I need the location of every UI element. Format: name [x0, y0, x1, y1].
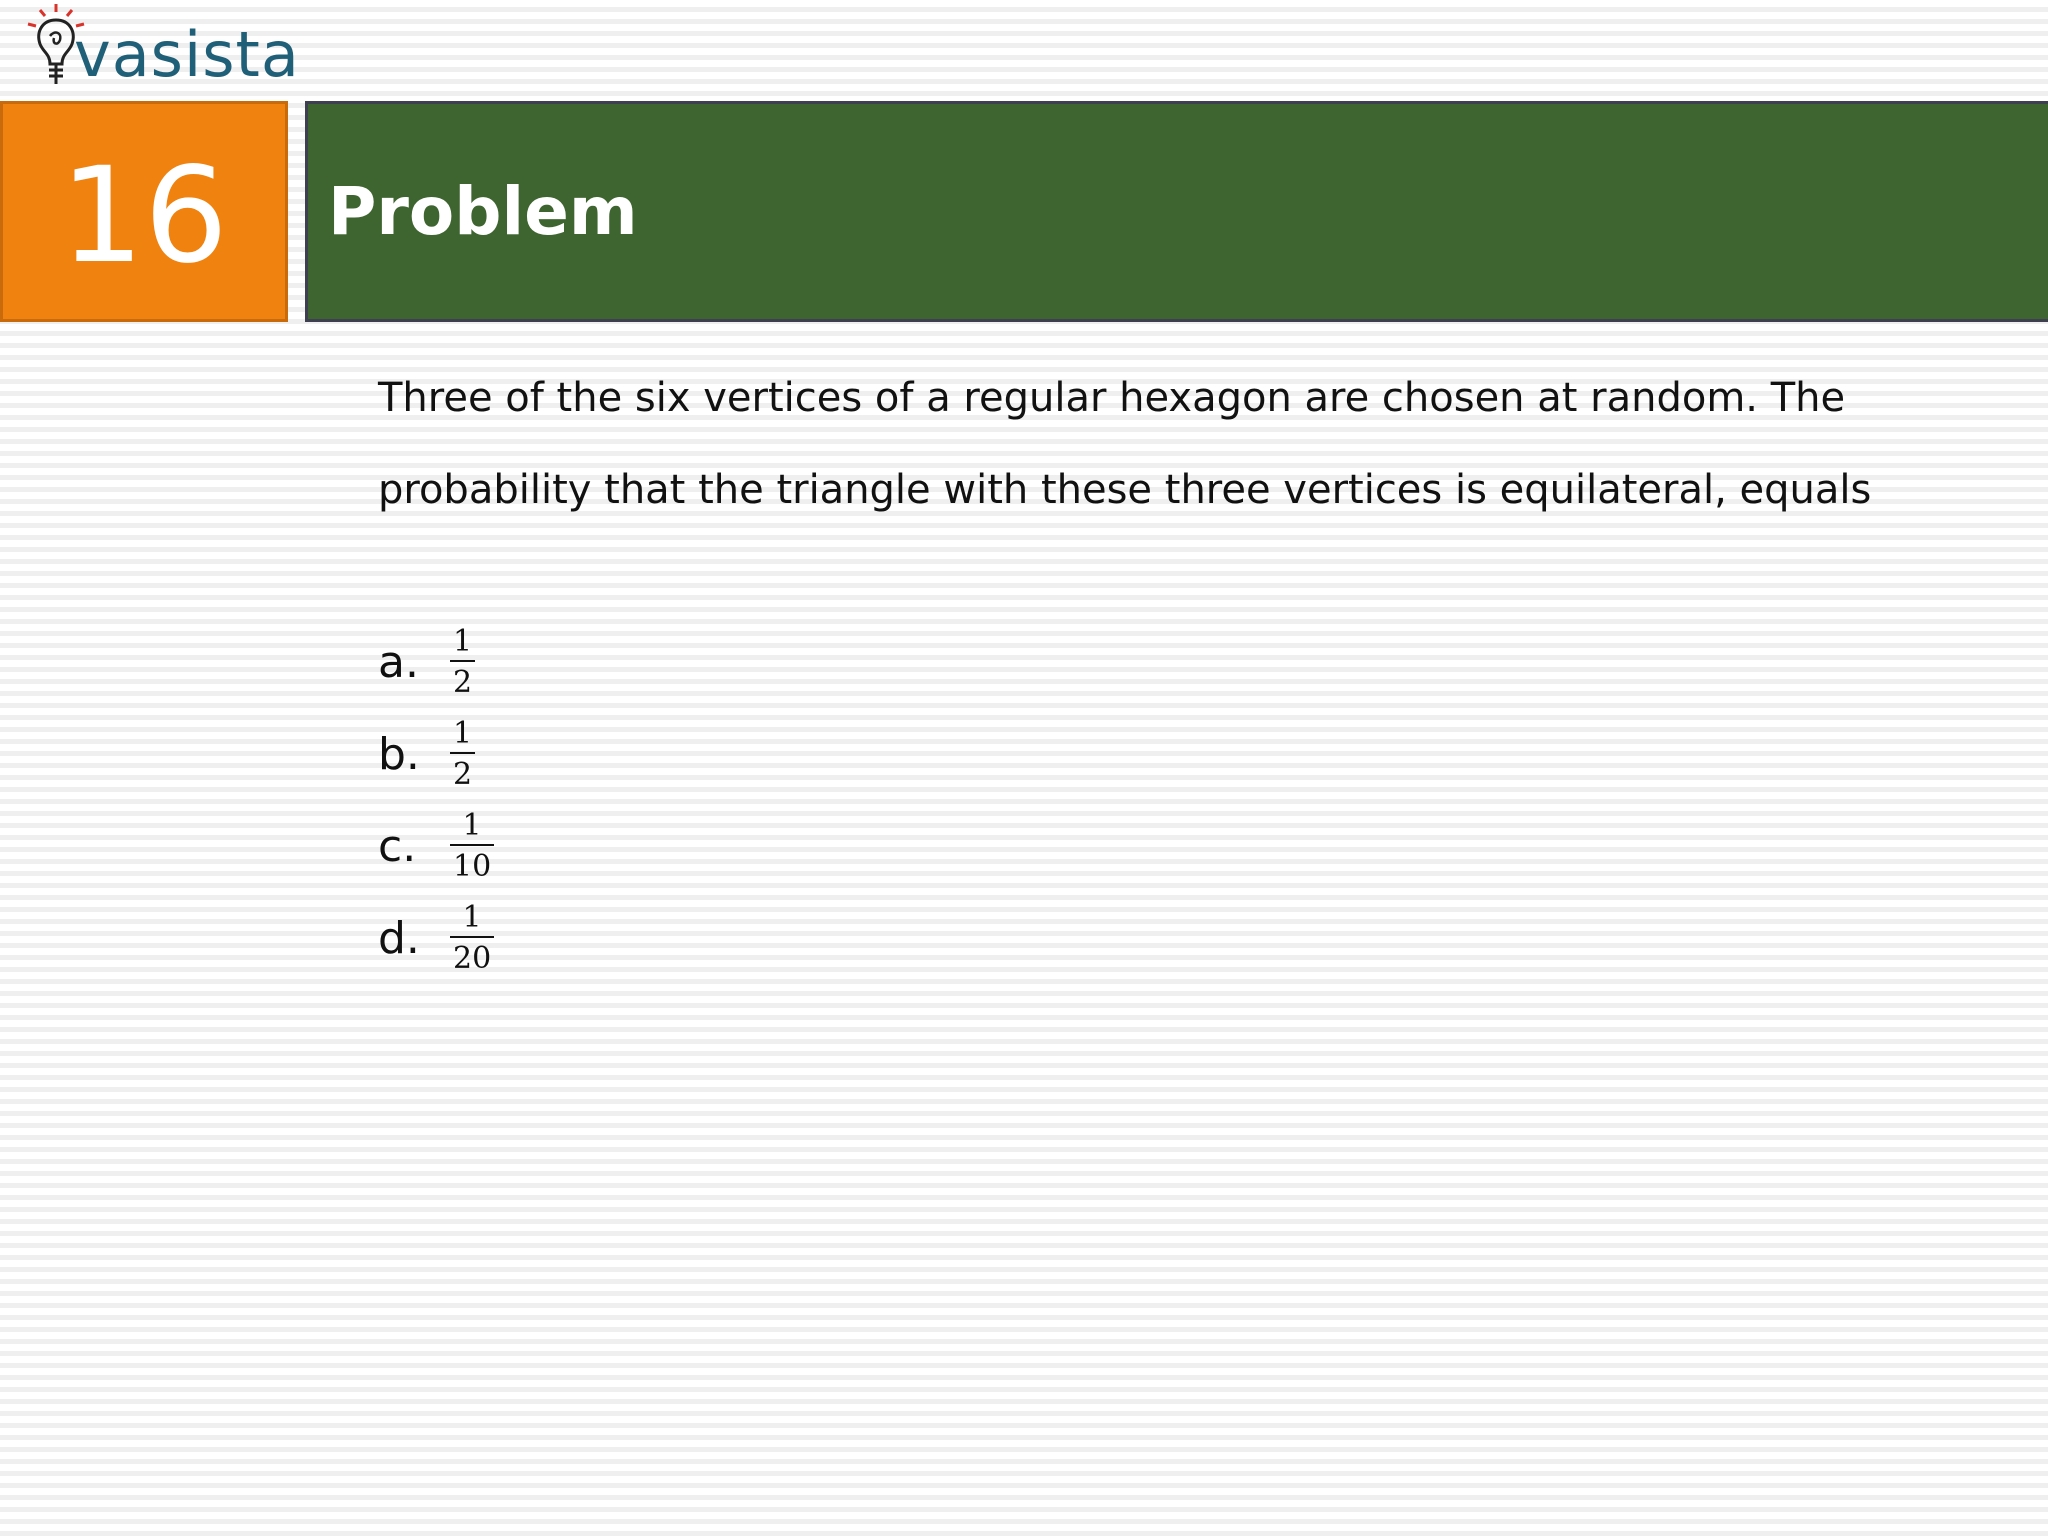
fraction-numerator: 1: [453, 624, 473, 659]
fraction-numerator: 1: [462, 808, 482, 843]
option-fraction: [450, 625, 475, 699]
option-letter: b.: [378, 728, 420, 780]
fraction-denominator: 10: [453, 849, 492, 884]
option-letter: d.: [378, 912, 420, 964]
fraction-numerator: 1: [462, 900, 482, 935]
title-bar: [305, 101, 2048, 322]
slide-number: 16: [60, 138, 228, 293]
question-line-1: Three of the six vertices of a regular hexagon are chosen at random. The: [378, 375, 1846, 421]
option-c: [378, 800, 494, 892]
option-a: [378, 616, 494, 708]
option-d: [378, 892, 494, 984]
question-text: [378, 352, 2018, 536]
slide-number-box: [0, 101, 288, 322]
fraction-denominator: 2: [453, 757, 473, 792]
option-letter: c.: [378, 820, 417, 872]
fraction-denominator: 2: [453, 665, 473, 700]
logo-wordmark: vasista: [74, 18, 300, 91]
slide-title: Problem: [328, 172, 638, 250]
question-line-2: probability that the triangle with these three vertices is equilateral, equals: [378, 467, 1872, 513]
option-fraction: [450, 717, 475, 791]
option-fraction: [450, 809, 494, 883]
option-b: [378, 708, 494, 800]
vasista-logo: [18, 0, 300, 100]
option-fraction: [450, 901, 494, 975]
option-letter: a.: [378, 636, 419, 688]
fraction-denominator: 20: [453, 941, 492, 976]
fraction-numerator: 1: [453, 716, 473, 751]
answer-options: [378, 616, 494, 984]
